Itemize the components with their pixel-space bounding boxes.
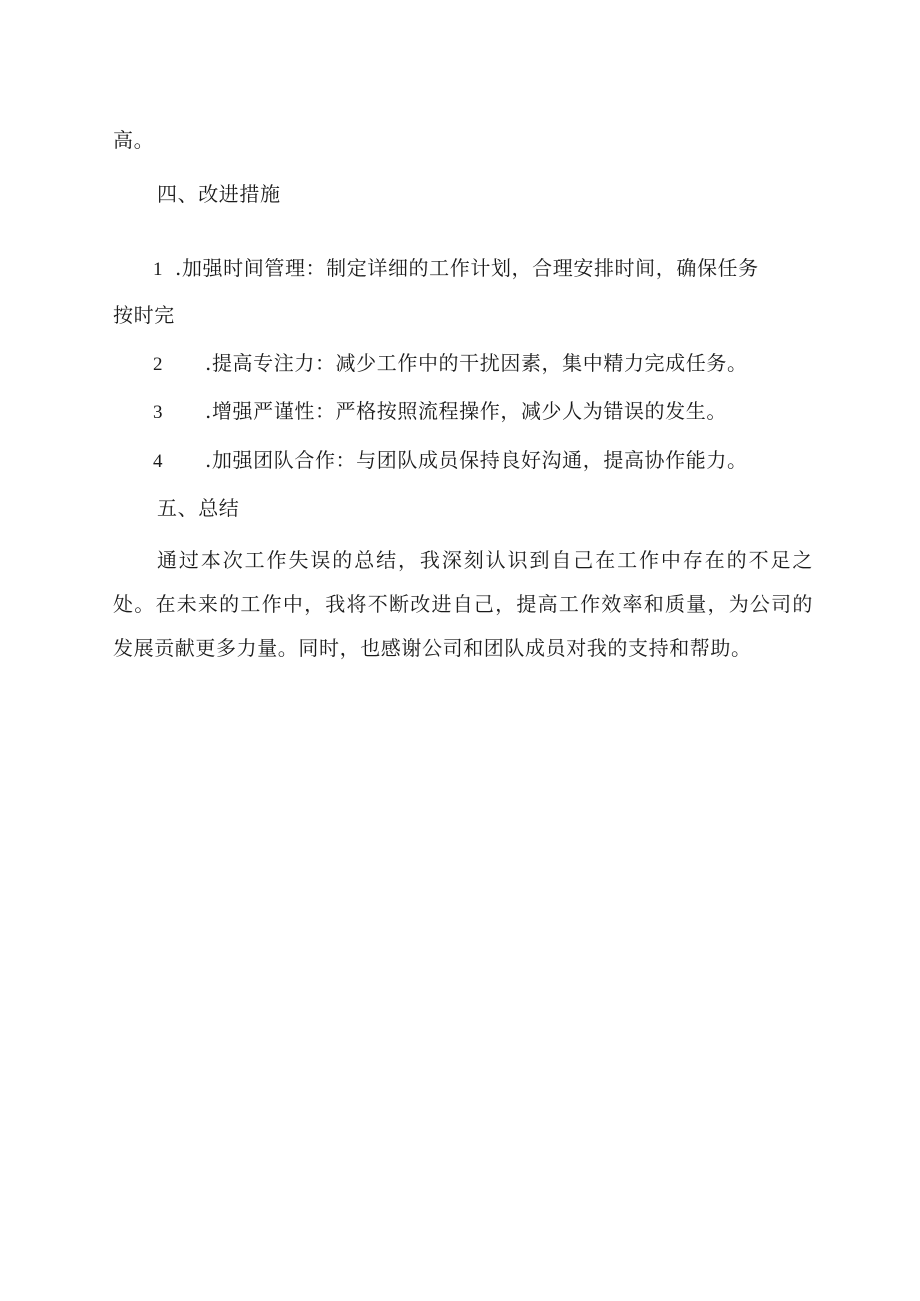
summary-paragraph: 通过本次工作失误的总结，我深刻认识到自己在工作中存在的不足之处。在未来的工作中，我将不断改进自己，提高工作效率和质量，为公司的发展贡献更多力量。同时，也感谢公司和团队成员对我的支持和帮助。 xyxy=(113,548,813,660)
list-item-number: 3 xyxy=(153,402,164,423)
list-item-4 xyxy=(153,448,748,474)
list-item-text: .加强时间管理：制定详细的工作计划，合理安排时间，确保任务 xyxy=(175,256,759,280)
list-item-number: 1 xyxy=(153,259,164,280)
list-item-text: .加强团队合作：与团队成员保持良好沟通，提高协作能力。 xyxy=(205,448,748,472)
list-item-number: 2 xyxy=(153,354,164,375)
list-item-3 xyxy=(153,399,727,425)
continuation-text: 高。 xyxy=(113,128,155,152)
list-item-number: 4 xyxy=(153,451,164,472)
list-item-1 xyxy=(153,256,759,282)
list-item-text: .提高专注力：减少工作中的干扰因素，集中精力完成任务。 xyxy=(205,351,748,375)
section-heading-improvements: 四、改进措施 xyxy=(157,182,281,206)
section-heading-summary: 五、总结 xyxy=(157,496,240,520)
list-item-text: .增强严谨性：严格按照流程操作，减少人为错误的发生。 xyxy=(205,399,727,423)
list-item-1-wrap: 按时完 xyxy=(113,303,175,327)
list-item-2 xyxy=(153,351,748,377)
